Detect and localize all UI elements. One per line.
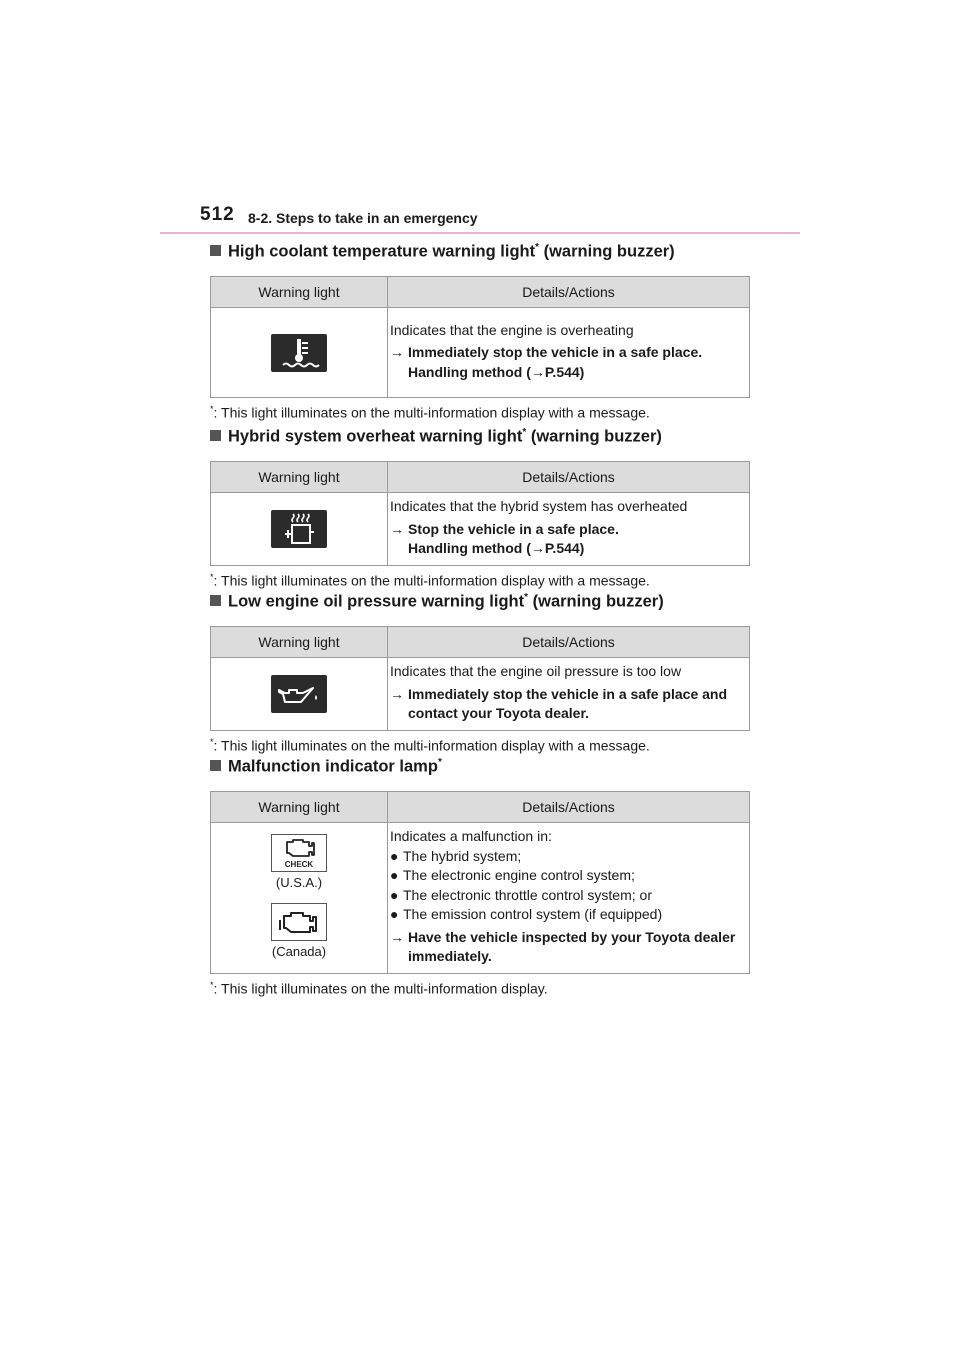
- arrow-icon: →: [390, 344, 404, 361]
- coolant-temperature-icon: [271, 334, 327, 372]
- footnote: *: This light illuminates on the multi-information display with a message.: [210, 404, 650, 421]
- arrow-icon: →: [390, 928, 404, 945]
- bullet-icon: ●: [390, 906, 399, 922]
- chapter-title: 8-2. Steps to take in an emergency: [248, 210, 478, 226]
- section-title: Low engine oil pressure warning light* (warning buzzer): [210, 592, 750, 616]
- col-header-warning-light: Warning light: [211, 277, 388, 308]
- col-header-details: Details/Actions: [388, 792, 750, 823]
- section-coolant: [210, 242, 750, 421]
- footnote: *: This light illuminates on the multi-information display with a message.: [210, 571, 650, 589]
- warning-table: Warning light Details/Actions Indicates that the engine is overheating → Immediately stop the vehicle in a safe place. Handling method (→P.544): [210, 276, 750, 398]
- warning-table: Warning light Details/Actions Indicates that the hybrid system has overheated → Stop the vehicle in a safe place. Handling method (→P.544): [210, 461, 750, 566]
- bullet-icon: ●: [390, 886, 399, 903]
- square-bullet-icon: [210, 760, 221, 771]
- page-reference[interactable]: P.544): [544, 363, 585, 380]
- section-hybrid-overheat: [210, 427, 750, 588]
- action-text: Have the vehicle inspected by your Toyota dealer immediately.: [408, 928, 736, 964]
- section-title: Hybrid system overheat warning light* (warning buzzer): [210, 427, 750, 451]
- col-header-details: Details/Actions: [388, 462, 750, 493]
- section-title: High coolant temperature warning light* (warning buzzer): [210, 242, 750, 266]
- arrow-icon: →: [390, 520, 404, 537]
- handling-text: Handling method (: [408, 363, 531, 380]
- action-text: Stop the vehicle in a safe place.: [408, 520, 619, 537]
- check-engine-icon: [271, 834, 327, 872]
- description: Indicates a malfunction in:: [390, 828, 552, 844]
- caption-canada: (Canada): [271, 943, 327, 959]
- col-header-warning-light: Warning light: [211, 792, 388, 823]
- section-oil-pressure: [210, 592, 750, 753]
- footnote: *: This light illuminates on the multi-information display.: [210, 979, 548, 997]
- caption-usa: (U.S.A.): [275, 875, 323, 891]
- list-item: ● The hybrid system;: [390, 847, 747, 867]
- warning-table: [210, 791, 750, 974]
- description: Indicates that the hybrid system has overheated: [390, 498, 688, 514]
- list-item: ● The electronic throttle control system; or: [390, 886, 747, 906]
- col-header-warning-light: Warning light: [211, 627, 388, 658]
- oil-pressure-icon: [271, 675, 327, 713]
- square-bullet-icon: [210, 595, 221, 606]
- col-header-warning-light: Warning light: [211, 462, 388, 493]
- check-engine-canada-icon: [271, 903, 327, 941]
- action-text: Immediately stop the vehicle in a safe place.: [408, 344, 703, 361]
- section-malfunction: [210, 757, 750, 996]
- svg-text:CHECK: CHECK: [284, 860, 314, 870]
- description: Indicates that the engine oil pressure is too low: [390, 663, 682, 679]
- list-item: ● The electronic engine control system;: [390, 866, 747, 886]
- square-bullet-icon: [210, 245, 221, 256]
- col-header-details: Details/Actions: [388, 627, 750, 658]
- page-reference[interactable]: P.544): [544, 540, 585, 556]
- header-divider: [160, 232, 800, 234]
- footnote: *: This light illuminates on the multi-information display with a message.: [210, 736, 650, 754]
- bullet-icon: ●: [390, 847, 399, 864]
- col-header-details: Details/Actions: [388, 277, 750, 308]
- list-item: ● The emission control system (if equipped): [390, 905, 747, 925]
- bullet-icon: ●: [390, 867, 399, 883]
- warning-table: [210, 626, 750, 731]
- page-header: [200, 204, 800, 234]
- hybrid-system-overheat-icon: [271, 510, 327, 548]
- section-title: Malfunction indicator lamp*: [210, 757, 750, 781]
- page-number: 512: [200, 204, 235, 225]
- action-text: Immediately stop the vehicle in a safe place and contact your Toyota dealer.: [408, 685, 728, 721]
- arrow-icon: →: [390, 685, 404, 702]
- description: Indicates that the engine is overheating: [390, 321, 634, 338]
- square-bullet-icon: [210, 430, 221, 441]
- handling-text: Handling method (: [408, 540, 531, 556]
